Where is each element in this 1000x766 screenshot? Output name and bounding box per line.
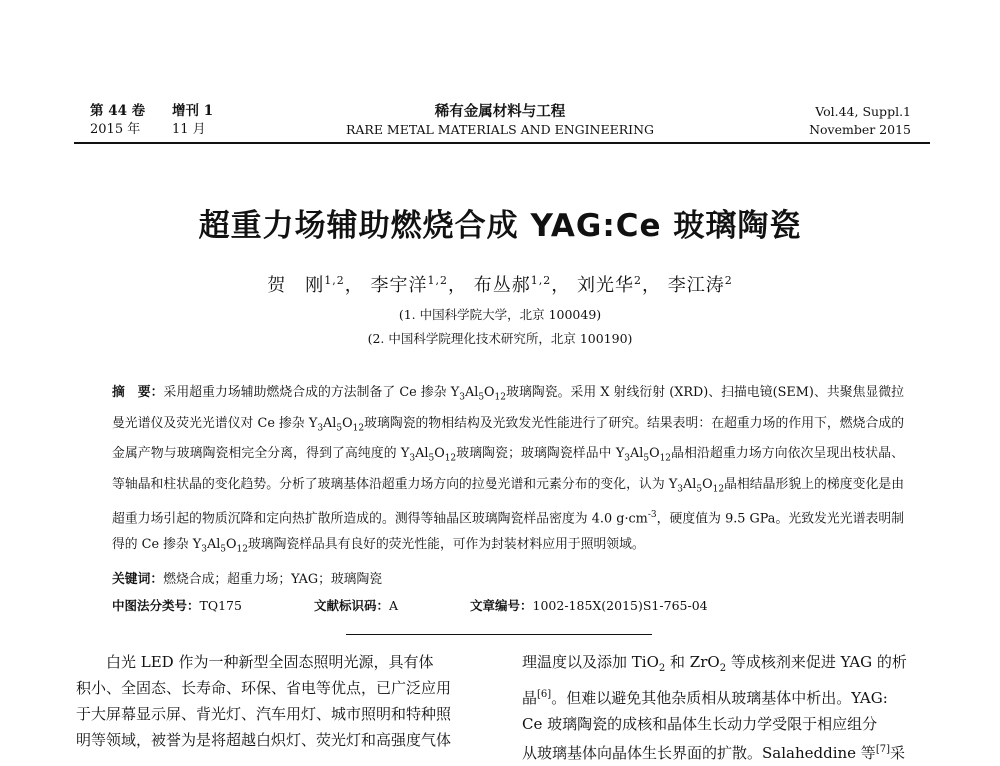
- abstract-text: 玻璃陶瓷的物相结构及光致发光性能进行了研究。结果表明：在超重力场的作用下，燃烧合成的金属产物与玻璃陶瓷相完全分离，得到了高纯度的 Y: [112, 415, 904, 462]
- author: 李宇洋: [370, 275, 428, 296]
- citation: [6]: [537, 689, 552, 700]
- document-code: [314, 596, 398, 614]
- author: 李江涛: [667, 275, 725, 296]
- formula-element: O: [484, 385, 495, 400]
- paper-title: 超重力场辅助燃烧合成 YAG:Ce 玻璃陶瓷: [198, 208, 802, 244]
- author-affiliation-mark: 2: [633, 274, 642, 287]
- body-right-column: [522, 649, 934, 766]
- abstract-text: 晶相结晶形貌上的梯度变化是由超重力场引起的物质沉降和定向热扩散所造成的。测得等轴晶区玻璃陶瓷样品密度为 4.0 g·cm: [112, 476, 904, 527]
- abstract-text: 晶相沿超重力场方向依次呈现出枝状晶、等轴晶和柱状晶的变化趋势。分析了玻璃基体沿超重力场方向的拉曼光谱和元素分布的变化，认为 Y: [112, 446, 904, 492]
- abstract: [112, 380, 904, 563]
- subscript: 12: [352, 423, 365, 434]
- subscript: 3: [677, 484, 684, 495]
- subscript: 5: [336, 423, 343, 434]
- body-left-column: [76, 649, 496, 753]
- body-line: [522, 737, 934, 766]
- author: 刘光华: [576, 275, 634, 296]
- year-label: 2015 年: [90, 122, 141, 137]
- subscript: 12: [236, 545, 248, 555]
- journal-title-cn: 稀有金属材料与工程: [434, 103, 566, 120]
- keywords-label: 关键词：: [112, 572, 164, 587]
- article-number-label: 文章编号：: [470, 598, 533, 613]
- body-text: 晶: [522, 689, 538, 707]
- author: 贺 刚: [267, 275, 325, 296]
- subscript: 5: [428, 453, 435, 464]
- abstract-text: 玻璃陶瓷；玻璃陶瓷样品中 Y: [456, 446, 625, 462]
- author-affiliation-mark: 2: [724, 274, 733, 287]
- body-line: 白光 LED 作为一种新型全固态照明光源，具有体: [76, 653, 434, 671]
- volume-label: 第 44 卷: [90, 103, 146, 119]
- subscript: 12: [444, 453, 457, 464]
- author-list: 贺 刚$^{1,2}$， 李宇洋$^{1,2}$， 布丛郝$^{1,2}$， 刘光华$^2$， 李江涛$^2$: [267, 274, 733, 296]
- author-affiliation-mark: 1,2: [427, 274, 449, 287]
- date-en: November 2015: [809, 122, 911, 137]
- subscript: 5: [478, 392, 485, 403]
- formula-element: Al: [464, 385, 479, 400]
- subscript: 5: [220, 545, 227, 555]
- subscript: 5: [696, 484, 703, 495]
- body-line: [522, 682, 934, 711]
- document-code-value: A: [389, 598, 399, 613]
- body-line: 明等领域，被誉为是将超越白炽灯、荧光灯和高强度气体: [76, 731, 452, 749]
- subscript: 12: [494, 392, 506, 403]
- abstract-text: ，硬度值为 9.5 GPa。光致发光光谱表明制得的 Ce 掺杂 Y: [112, 511, 904, 553]
- formula-element: O: [649, 446, 660, 462]
- body-text: 采: [889, 744, 905, 762]
- subscript: 12: [712, 484, 725, 495]
- body-text: 理温度以及添加 TiO: [522, 653, 659, 671]
- clc-label: 中图法分类号：: [112, 598, 200, 613]
- clc-value: TQ175: [199, 598, 242, 613]
- article-number-value: 1002-185X(2015)S1-765-04: [532, 598, 708, 613]
- subscript: 3: [317, 423, 324, 434]
- body-line: 于大屏幕显示屏、背光灯、汽车用灯、城市照明和特种照: [76, 705, 452, 723]
- document-code-label: 文献标识码：: [314, 598, 390, 613]
- body-text: 从玻璃基体向晶体生长界面的扩散。Salaheddine 等: [522, 744, 876, 762]
- formula-element: O: [342, 415, 353, 431]
- formula-element: Al: [323, 415, 337, 431]
- body-text: 和 ZrO: [665, 653, 720, 671]
- formula-element: O: [226, 537, 237, 553]
- formula-element: Al: [206, 537, 221, 553]
- citation: [7]: [875, 744, 890, 755]
- subscript: 3: [624, 453, 630, 464]
- formula-element: Al: [415, 446, 429, 462]
- formula-element: O: [702, 476, 713, 492]
- subscript: 2: [719, 663, 727, 674]
- affiliation-2: (2. 中国科学院理化技术研究所，北京 100190): [367, 331, 633, 346]
- affiliation-1: (1. 中国科学院大学，北京 100049): [398, 307, 602, 322]
- subscript: 5: [643, 453, 650, 464]
- volume-en: Vol.44, Suppl.1: [815, 104, 911, 119]
- author: 布丛郝: [473, 275, 531, 296]
- clc-number: [112, 596, 242, 614]
- month-label: 11 月: [172, 122, 206, 137]
- subscript: 3: [201, 545, 207, 555]
- header-rule: [74, 142, 930, 144]
- formula-element: Al: [683, 476, 697, 492]
- subscript: 3: [459, 392, 465, 403]
- body-text: 等成核剂来促进 YAG 的析: [726, 653, 907, 671]
- section-divider: [346, 634, 652, 635]
- author-affiliation-mark: 1,2: [530, 274, 552, 287]
- abstract-text: 采用超重力场辅助燃烧合成的方法制备了 Ce 掺杂 Y: [163, 385, 460, 400]
- journal-title-en: RARE METAL MATERIALS AND ENGINEERING: [345, 122, 655, 137]
- issue-label: 增刊 1: [172, 103, 214, 119]
- body-line: [522, 649, 934, 682]
- abstract-text: 玻璃陶瓷。采用 X 射线衍射 (XRD)、扫描电镜(SEM)、共聚焦显微拉曼光谱仪及荧光光谱仪对 Ce 掺杂 Y: [112, 385, 904, 431]
- subscript: 3: [409, 453, 416, 464]
- keywords-text: 燃烧合成；超重力场；YAG；玻璃陶瓷: [163, 572, 383, 587]
- keywords: [112, 568, 382, 587]
- formula-element: Al: [630, 446, 644, 462]
- superscript: -3: [647, 510, 657, 521]
- abstract-label: 摘 要：: [112, 385, 164, 400]
- body-line: 积小、全固态、长寿命、环保、省电等优点，已广泛应用: [76, 679, 452, 697]
- formula-element: O: [434, 446, 445, 462]
- article-number: [470, 596, 708, 614]
- author-affiliation-mark: 1,2: [324, 274, 345, 287]
- body-line: Ce 玻璃陶瓷的成核和晶体生长动力学受限于相应组分: [522, 715, 878, 733]
- subscript: 2: [658, 663, 666, 674]
- body-text: 。但难以避免其他杂质相从玻璃基体中析出。YAG:: [551, 689, 888, 707]
- abstract-text: 玻璃陶瓷样品具有良好的荧光性能，可作为封装材料应用于照明领域。: [247, 537, 645, 553]
- subscript: 12: [659, 453, 672, 464]
